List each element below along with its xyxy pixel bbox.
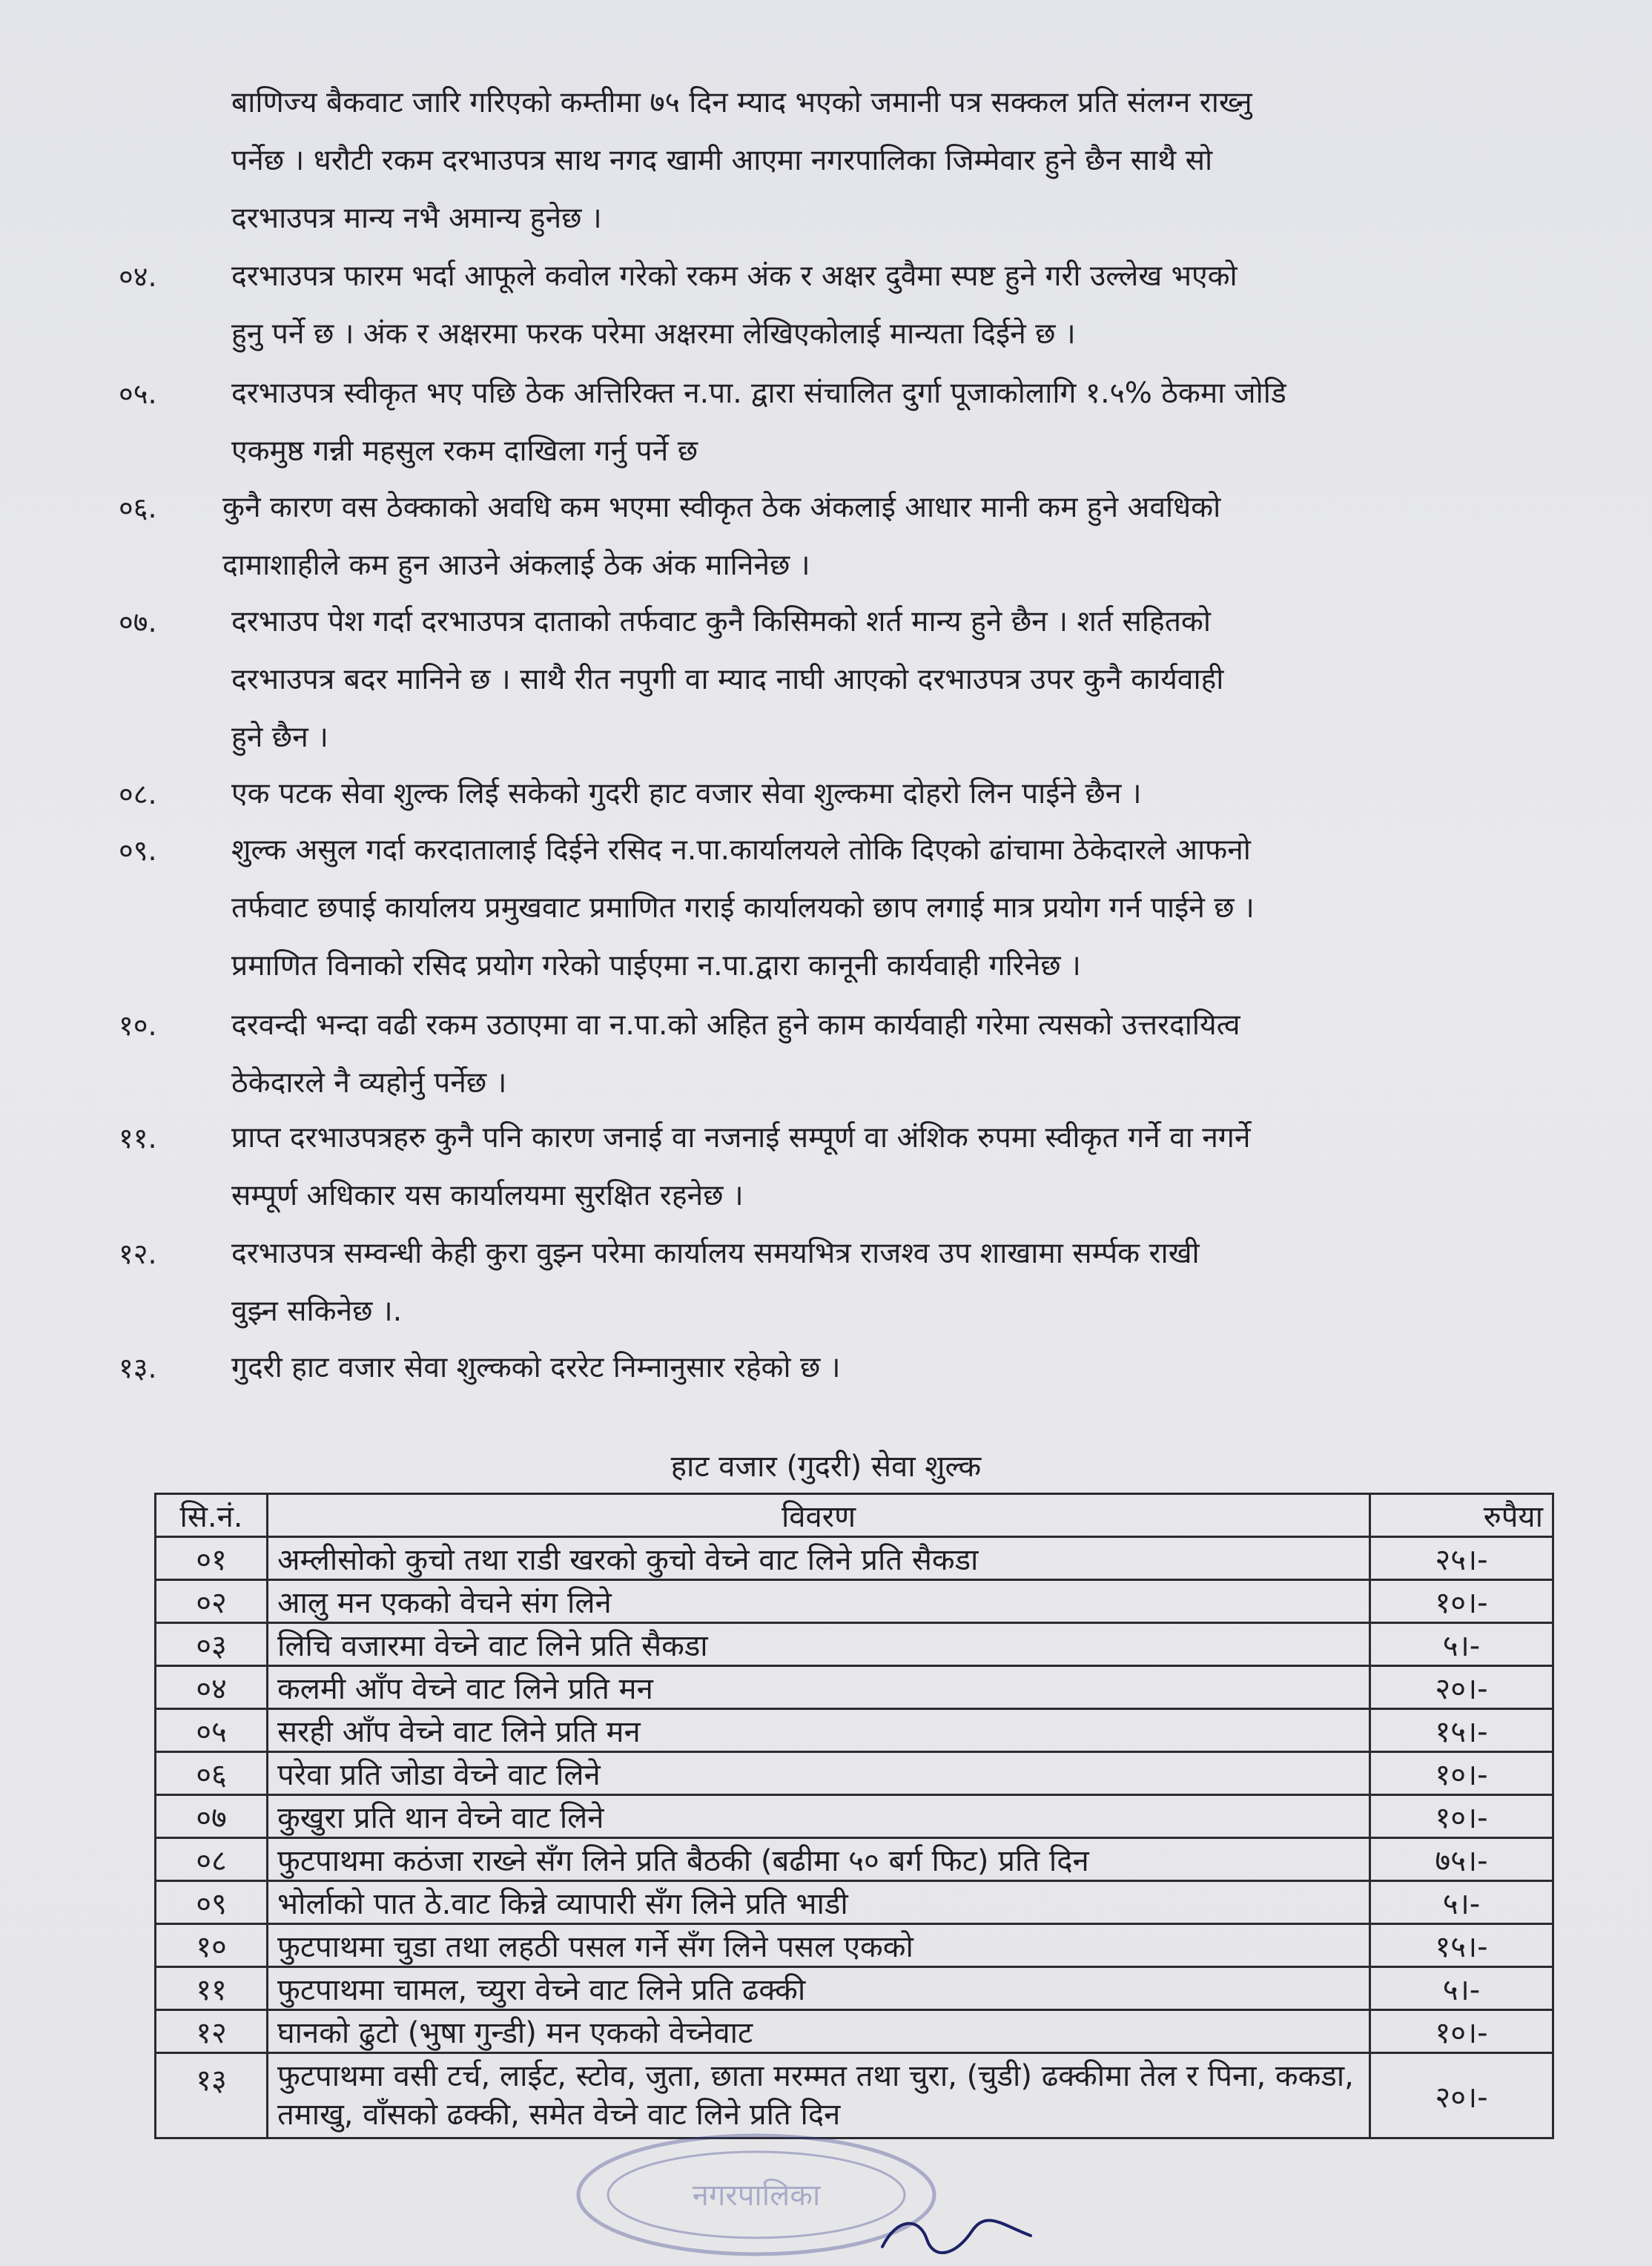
row-amount: १५।- [1370, 1709, 1553, 1752]
row-description: भोर्लाको पात ठे.वाट किन्ने व्यापारी सँग लिने प्रति भाडी [268, 1881, 1370, 1924]
intro-line: बाणिज्य बैकवाट जारि गरिएको कम्तीमा ७५ दिन म्याद भएको जमानी पत्र सक्कल प्रति संलग्न राख्नु [231, 86, 1252, 119]
clause-line: हुनु पर्ने छ । अंक र अक्षरमा फरक परेमा अक्षरमा लेखिएकोलाई मान्यता दिईने छ । [231, 317, 1076, 351]
clause-number: ०७. [119, 606, 157, 638]
table-title: हाट वजार (गुदरी) सेवा शुल्क [670, 1450, 982, 1484]
table-row [156, 1924, 1553, 1967]
row-description: घानको ढुटो (भुषा गुन्डी) मन एकको वेच्नेवाट [268, 2010, 1370, 2053]
table-row [156, 2053, 1553, 2138]
intro-line: दरभाउपत्र मान्य नभै अमान्य हुनेछ । [231, 202, 602, 235]
row-description: कुखुरा प्रति थान वेच्ने वाट लिने [268, 1795, 1370, 1838]
clause-line: तर्फवाट छपाई कार्यालय प्रमुखवाट प्रमाणित गराई कार्यालयको छाप लगाई मात्र प्रयोग गर्न पाईने छ । [231, 891, 1255, 925]
row-sn: ०१ [156, 1537, 268, 1580]
row-description: फुटपाथमा चुडा तथा लहठी पसल गर्ने सँग लिने पसल एकको [268, 1924, 1370, 1967]
row-sn: १० [156, 1924, 268, 1967]
table-row [156, 1580, 1553, 1623]
row-amount: २५।- [1370, 1537, 1553, 1580]
clause-line: एक पटक सेवा शुल्क लिई सकेको गुदरी हाट वजार सेवा शुल्कमा दोहरो लिन पाईने छैन । [231, 777, 1142, 810]
row-description: अम्लीसोको कुचो तथा राडी खरको कुचो वेच्ने वाट लिने प्रति सैकडा [268, 1537, 1370, 1580]
table-header-row [156, 1494, 1553, 1537]
row-description: फुटपाथमा वसी टर्च, लाईट, स्टोव, जुता, छाता मरम्मत तथा चुरा, (चुडी) ढक्कीमा तेल र पिना, ककडा, तमाखु, वाँसको ढक्की, समेत वेच्ने वाट लिने प्रति दिन [268, 2053, 1370, 2138]
clause-line: दरभाउपत्र स्वीकृत भए पछि ठेक अत्तिरिक्त न.पा. द्वारा संचालित दुर्गा पूजाकोलागि १.५% ठेकमा जोडि [231, 377, 1286, 410]
clause-line: वुझ्न सकिनेछ ।. [231, 1295, 403, 1328]
clause-number: ०४. [119, 260, 157, 293]
clause-line: प्राप्त दरभाउपत्रहरु कुनै पनि कारण जनाई वा नजनाई सम्पूर्ण वा अंशिक रुपमा स्वीकृत गर्ने वा नगर्ने [231, 1121, 1251, 1155]
header-amount: रुपैया [1370, 1494, 1553, 1537]
row-description: लिचि वजारमा वेच्ने वाट लिने प्रति सैकडा [268, 1623, 1370, 1666]
clause-line: एकमुष्ठ गन्नी महसुल रकम दाखिला गर्नु पर्ने छ [231, 435, 698, 468]
clause-line: हुने छैन । [231, 721, 328, 754]
row-description: कलमी आँप वेच्ने वाट लिने प्रति मन [268, 1666, 1370, 1709]
row-amount: १०।- [1370, 2010, 1553, 2053]
clause-line: सम्पूर्ण अधिकार यस कार्यालयमा सुरक्षित रहनेछ । [231, 1179, 744, 1212]
clause-line: दरभाउप पेश गर्दा दरभाउपत्र दाताको तर्फवाट कुनै किसिमको शर्त मान्य हुने छैन । शर्त सहितको [231, 605, 1211, 638]
row-sn: १३ [156, 2053, 268, 2138]
table-row [156, 1795, 1553, 1838]
clause-number: १३. [119, 1352, 157, 1384]
signature [875, 2210, 1038, 2262]
clause-number: ११. [119, 1122, 157, 1155]
row-description: फुटपाथमा चामल, च्युरा वेच्ने वाट लिने प्रति ढक्की [268, 1967, 1370, 2010]
clause-number: ०५. [119, 377, 157, 410]
clause-number: ०६. [119, 492, 157, 524]
table-row [156, 1838, 1553, 1881]
row-amount: १०।- [1370, 1752, 1553, 1795]
clause-line: दरभाउपत्र फारम भर्दा आफूले कवोल गरेको रकम अंक र अक्षर दुवैमा स्पष्ट हुने गरी उल्लेख भएको [231, 260, 1238, 293]
row-description: परेवा प्रति जोडा वेच्ने वाट लिने [268, 1752, 1370, 1795]
row-sn: ०८ [156, 1838, 268, 1881]
row-sn: १२ [156, 2010, 268, 2053]
row-description: आलु मन एकको वेचने संग लिने [268, 1580, 1370, 1623]
header-description: विवरण [268, 1494, 1370, 1537]
row-sn: ०७ [156, 1795, 268, 1838]
table-row [156, 1709, 1553, 1752]
header-sn: सि.नं. [156, 1494, 268, 1537]
table-row [156, 2010, 1553, 2053]
table-row [156, 1752, 1553, 1795]
row-amount: ५।- [1370, 1881, 1553, 1924]
row-amount: २०।- [1370, 2053, 1553, 2138]
stamp-text: नगरपालिका [692, 2179, 821, 2213]
clause-line: दरवन्दी भन्दा वढी रकम उठाएमा वा न.पा.को अहित हुने काम कार्यवाही गरेमा त्यसको उत्तरदायित्व [231, 1008, 1240, 1042]
row-amount: २०।- [1370, 1666, 1553, 1709]
row-amount: ५।- [1370, 1623, 1553, 1666]
row-sn: ०५ [156, 1709, 268, 1752]
clause-line: दरभाउपत्र बदर मानिने छ । साथै रीत नपुगी वा म्याद नाघी आएको दरभाउपत्र उपर कुनै कार्यवाही [231, 663, 1224, 696]
row-amount: ५।- [1370, 1967, 1553, 2010]
table-row [156, 1881, 1553, 1924]
row-amount: १५।- [1370, 1924, 1553, 1967]
clause-line: दरभाउपत्र सम्वन्धी केही कुरा वुझ्न परेमा कार्यालय समयभित्र राजश्व उप शाखामा सर्म्पक राखी [231, 1237, 1200, 1270]
intro-line: पर्नेछ । धरौटी रकम दरभाउपत्र साथ नगद खामी आएमा नगरपालिका जिम्मेवार हुने छैन साथै सो [231, 144, 1213, 177]
clause-number: ०८. [119, 778, 157, 810]
row-amount: ७५।- [1370, 1838, 1553, 1881]
row-sn: ११ [156, 1967, 268, 2010]
row-sn: ०३ [156, 1623, 268, 1666]
row-sn: ०४ [156, 1666, 268, 1709]
row-sn: ०६ [156, 1752, 268, 1795]
table-row [156, 1623, 1553, 1666]
row-sn: ०२ [156, 1580, 268, 1623]
clause-line: दामाशाहीले कम हुन आउने अंकलाई ठेक अंक मानिनेछ । [222, 549, 810, 582]
table-row [156, 1967, 1553, 2010]
clause-line: कुनै कारण वस ठेक्काको अवधि कम भएमा स्वीकृत ठेक अंकलाई आधार मानी कम हुने अवधिको [222, 491, 1221, 524]
clause-line: प्रमाणित विनाको रसिद प्रयोग गरेको पाईएमा न.पा.द्वारा कानूनी कार्यवाही गरिनेछ । [231, 949, 1081, 982]
table-row [156, 1666, 1553, 1709]
clause-number: ०९. [119, 834, 157, 867]
clause-number: १०. [119, 1009, 157, 1042]
clause-line: गुदरी हाट वजार सेवा शुल्कको दररेट निम्नानुसार रहेको छ । [231, 1351, 841, 1384]
intro-paragraph [231, 74, 1573, 248]
clause-line: ठेकेदारले नै व्यहोर्नु पर्नेछ । [231, 1066, 507, 1100]
row-description: फुटपाथमा कठंजा राख्ने सँग लिने प्रति बैठकी (बढीमा ५० बर्ग फिट) प्रति दिन [268, 1838, 1370, 1881]
table-row [156, 1537, 1553, 1580]
clause-number: १२. [119, 1238, 157, 1270]
row-amount: १०।- [1370, 1795, 1553, 1838]
row-sn: ०९ [156, 1881, 268, 1924]
row-amount: १०।- [1370, 1580, 1553, 1623]
clause-line: शुल्क असुल गर्दा करदातालाई दिईने रसिद न.पा.कार्यालयले तोकि दिएको ढांचामा ठेकेदारले आफनो [231, 833, 1251, 867]
fee-table [154, 1493, 1554, 2139]
row-description: सरही आँप वेच्ने वाट लिने प्रति मन [268, 1709, 1370, 1752]
